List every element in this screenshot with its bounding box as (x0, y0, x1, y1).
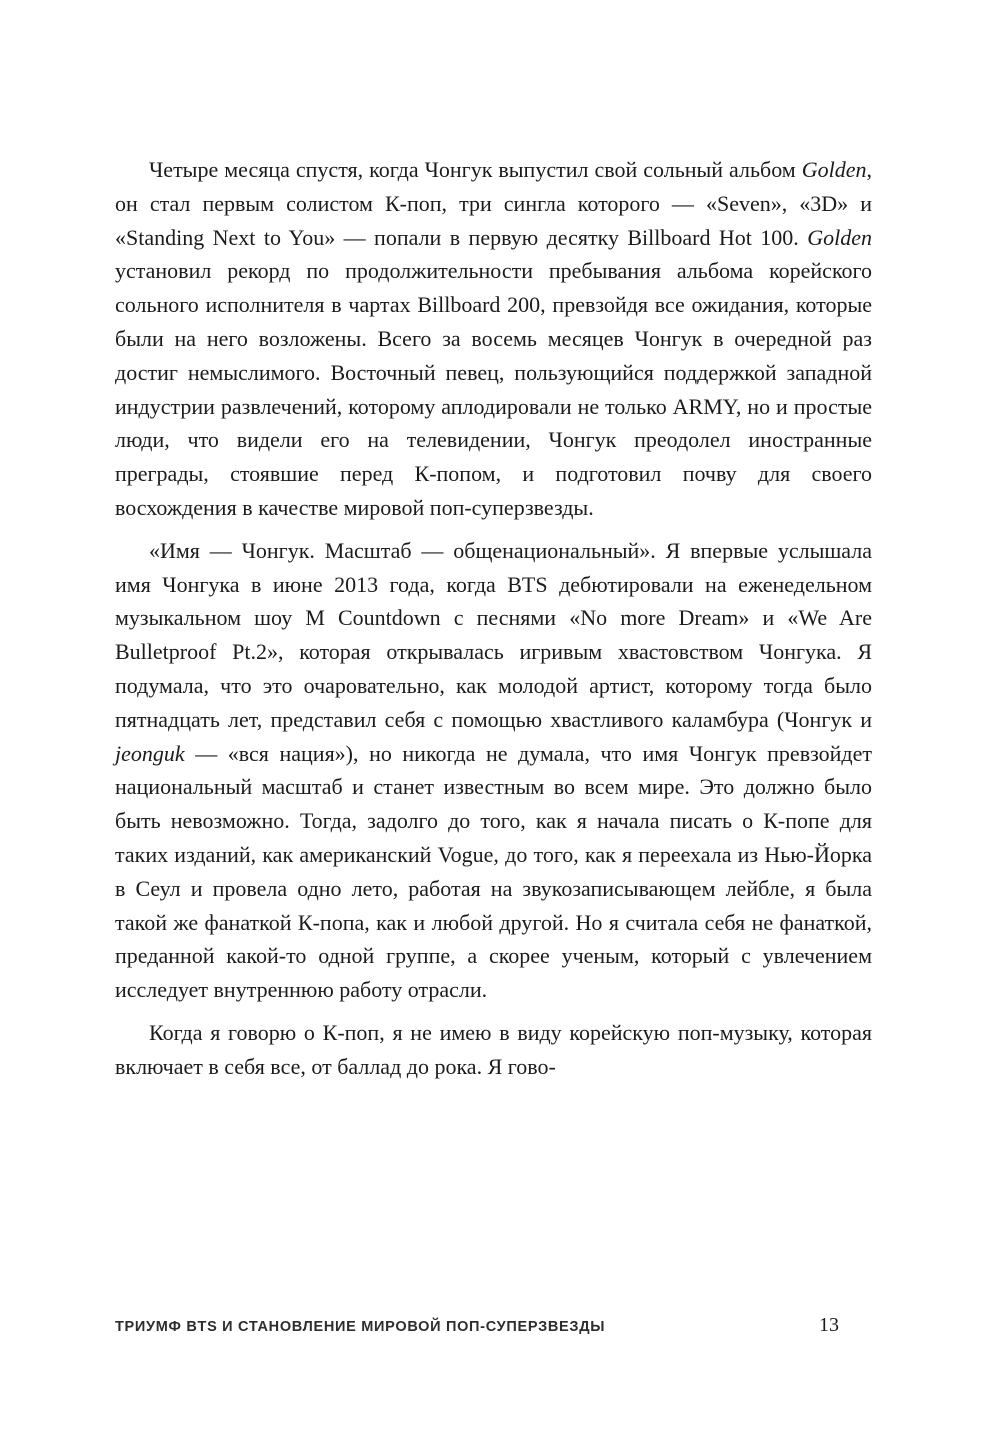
text-segment: Golden (807, 224, 872, 250)
text-segment: установил рекорд по продолжительности пребывания альбома корейского сольного исполнителя в чартах Billboard 200, превзойдя все ожидания, которые были на него возложены. Всего за восемь месяцев Чонгук в очередной раз достиг немыслимого. Восточный певец, пользующийся поддержкой западной индустрии развлечений, которому аплодировали не только ARMY, но и простые люди, что видели его на телевидении, Чонгук преодолел иностранные преграды, стоявшие перед К-попом, и подготовил почву для своего восхождения в качестве мировой поп-суперзвезды. (115, 258, 872, 520)
body-text (115, 153, 872, 1093)
text-segment: jeonguk (115, 740, 185, 766)
text-segment: «Имя — Чонгук. Масштаб — общенациональный». Я впервые услышала имя Чонгука в июне 2013 года, когда BTS дебютировали на еженедельном музыкальном шоу M Countdown с песнями «No more Dream» и «We Are Bulletproof Pt.2», которая открывалась игривым хвастовством Чонгука. Я подумала, что это очаровательно, как молодой артист, которому тогда было пятнадцать лет, представил себя с помощью хвастливого каламбура (Чонгук и (115, 537, 872, 732)
page-number: 13 (819, 1314, 839, 1336)
paragraph (115, 1016, 872, 1084)
page-footer (115, 1314, 839, 1337)
paragraph (115, 153, 872, 525)
running-title: ТРИУМФ BTS И СТАНОВЛЕНИЕ МИРОВОЙ ПОП-СУПЕРЗВЕЗДЫ (115, 1319, 606, 1335)
text-segment: Когда я говорю о К-поп, я не имею в виду корейскую поп-музыку, которая включает в себя все, от баллад до рока. Я гово- (115, 1019, 872, 1079)
text-segment: , он стал первым солистом К-поп, три сингла которого — «Seven», «3D» и «Standing Next to You» — попали в первую десятку Billboard Hot 100. (115, 157, 872, 250)
text-segment: — «вся нация»), но никогда не думала, что имя Чонгук превзойдет национальный масштаб и станет известным во всем мире. Это должно было быть невозможно. Тогда, задолго до того, как я начала писать о К-попе для таких изданий, как американский Vogue, до того, как я переехала из Нью-Йорка в Сеул и провела одно лето, работая на звукозаписывающем лейбле, я была такой же фанаткой К-попа, как и любой другой. Но я считала себя не фанаткой, преданной какой-то одной группе, а скорее ученым, который с увлечением исследует внутреннюю работу отрасли. (115, 740, 872, 1003)
text-segment: Четыре месяца спустя, когда Чонгук выпустил свой сольный альбом (149, 157, 802, 182)
paragraph (115, 534, 872, 1007)
text-segment: Golden (801, 157, 867, 182)
